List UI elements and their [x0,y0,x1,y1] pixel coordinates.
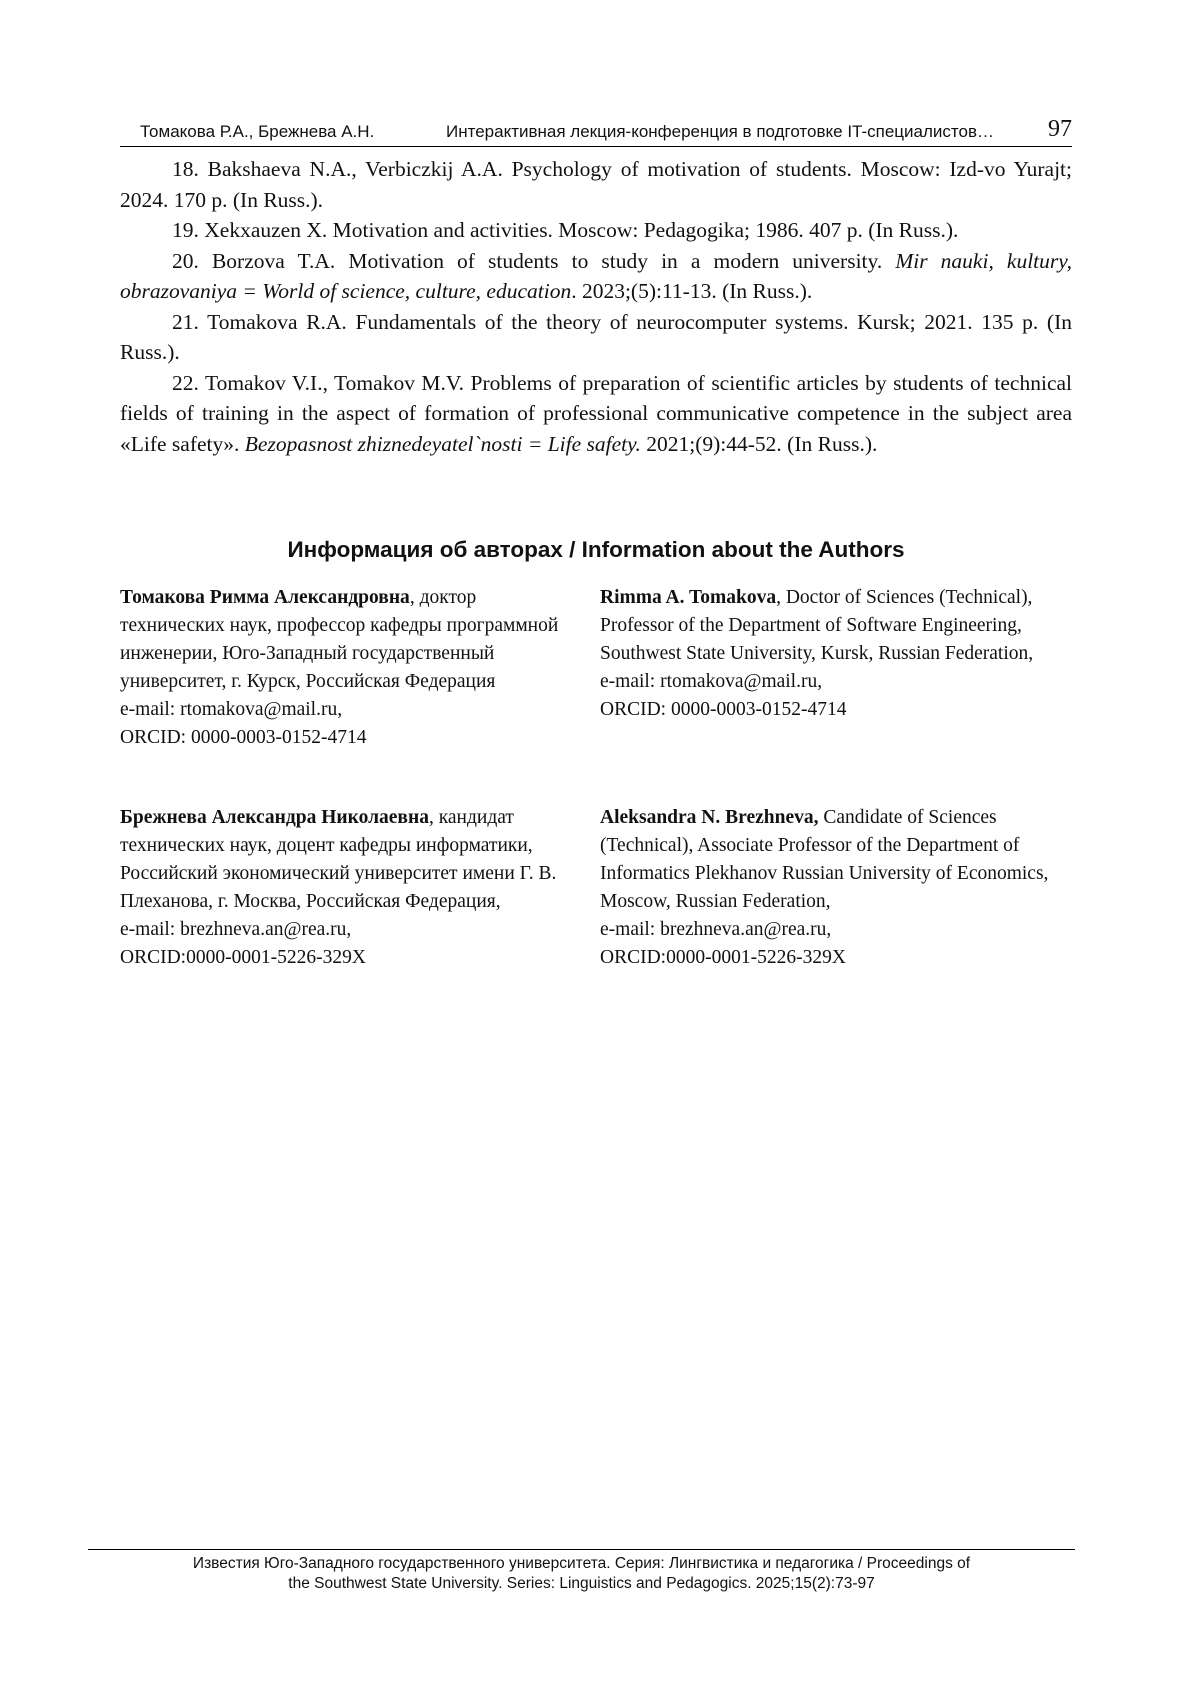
author-info-ru [120,804,572,972]
author-orcid: ORCID:0000-0001-5226-329X [120,947,366,968]
authors-section-title: Информация об авторах / Information about the Authors [287,537,905,562]
header-article-title: Интерактивная лекция-конференция в подготовке IT-специалистов… [446,122,994,141]
author-info-en [600,584,1052,724]
author-name: Брежнева Александра Николаевна [120,807,429,828]
reference-item [120,154,1072,215]
reference-text: 20. Borzova T.A. Motivation of students to study in a modern university. [172,248,896,273]
author-email: e-mail: rtomakova@mail.ru, [600,671,823,692]
journal-footer [88,1549,1075,1594]
reference-item [120,307,1072,368]
author-email: e-mail: brezhneva.an@rea.ru, [120,919,352,940]
author-description: , доктор технических наук, профессор кафедры программной инженерии, Юго-Западный государственный университет, г. Курск, Российская Федерация [120,587,559,692]
author-description: Candidate of Sciences (Technical), Associate Professor of the Department of Informatics Plekhanov Russian University of Economics, Moscow, Russian Federation, [600,807,1049,912]
page-number: 97 [1048,116,1072,142]
author-description: , Doctor of Sciences (Technical), Professor of the Department of Software Engineering, Southwest State University, Kursk, Russian Federation, [600,587,1034,664]
header-authors: Томакова Р.А., Брежнева А.Н. [140,122,375,141]
reference-journal: Bezopasnost zhiznedeyatel`nosti = Life safety. [244,431,641,456]
reference-details: . 2023;(5):11-13. (In Russ.). [571,279,813,303]
author-name: Томакова Римма Александровна [120,587,410,608]
author-bio [120,584,572,696]
reference-item [120,368,1072,460]
running-header [120,116,1072,147]
author-orcid: ORCID:0000-0001-5226-329X [600,947,846,968]
reference-journal: Mir nauki, kultury, obrazovaniya = World of science, culture, education [120,248,1072,303]
author-email: e-mail: rtomakova@mail.ru, [120,699,343,720]
reference-text: 21. Tomakova R.A. Fundamentals of the theory of neurocomputer systems. Kursk; 2021. 135 p. (In Russ.). [120,309,1072,364]
footer-line: Известия Юго-Западного государственного университета. Серия: Лингвистика и педагогика / Proceedings of [192,1555,971,1572]
author-orcid: ORCID: 0000-0003-0152-4714 [120,727,367,748]
reference-text: 19. Xekxauzen X. Motivation and activities. Moscow: Pedagogika; 1986. 407 p. (In Russ.). [172,218,959,242]
author-name: Rimma A. Tomakova [600,587,777,608]
author-orcid: ORCID: 0000-0003-0152-4714 [600,699,847,720]
reference-details: 2021;(9):44-52. (In Russ.). [640,431,878,456]
author-description: , кандидат технических наук, доцент кафедры информатики, Российский экономический университет имени Г. В. Плеханова, г. Москва, Российская Федерация, [120,807,557,912]
author-info-en [600,804,1052,972]
author-name: Aleksandra N. Brezhneva, [600,807,819,828]
author-email: e-mail: brezhneva.an@rea.ru, [600,919,832,940]
reference-item [120,246,1072,307]
author-info-ru [120,584,572,752]
reference-list [120,154,1072,459]
author-bio [600,584,1052,668]
reference-text: 22. Tomakov V.I., Tomakov M.V. Problems of preparation of scientific articles by students of technical fields of training in the aspect of formation of professional communicative competence in the subject area «Life safety». [120,370,1072,456]
footer-line: the Southwest State University. Series: Linguistics and Pedagogics. 2025;15(2):73-97 [288,1575,875,1592]
author-bio [600,804,1052,916]
reference-text: 18. Bakshaeva N.A., Verbiczkij A.A. Psychology of motivation of students. Moscow: Izd-vo Yurajt; 2024. 170 p. (In Russ.). [120,157,1072,212]
reference-item [120,215,1072,246]
author-bio [120,804,572,916]
